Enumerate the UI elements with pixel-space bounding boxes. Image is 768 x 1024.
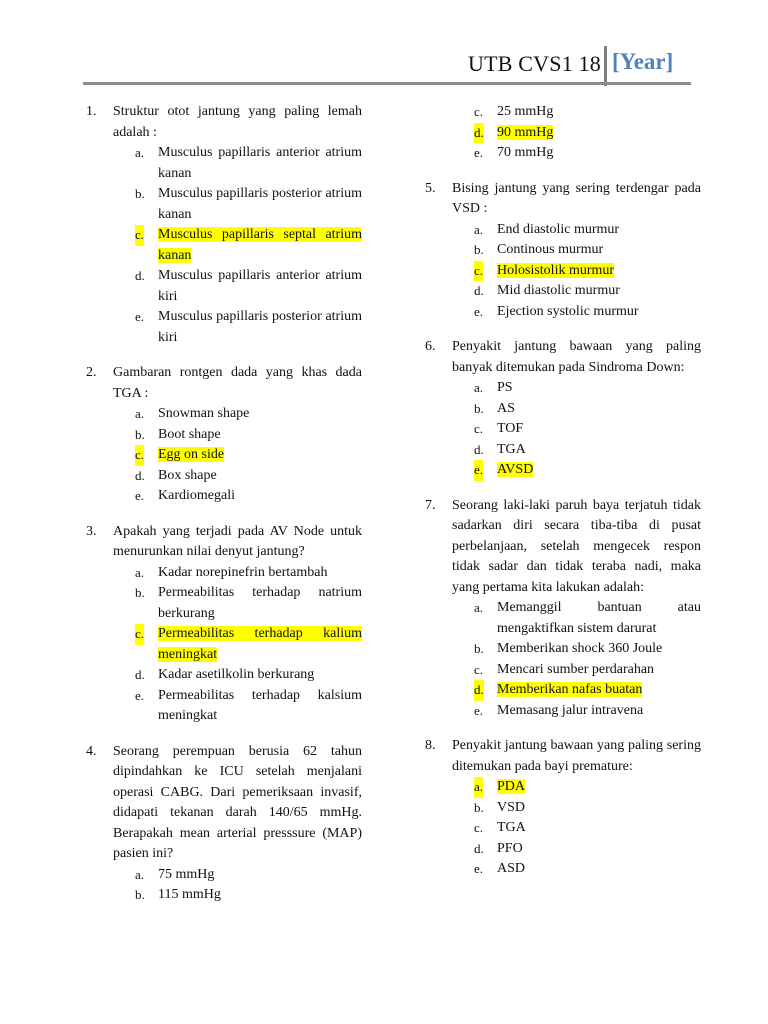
highlighted-answer: Musculus papillaris septal atrium kanan bbox=[158, 227, 362, 263]
answer-option bbox=[474, 701, 701, 722]
option-letter: a. bbox=[474, 777, 483, 798]
question-item bbox=[425, 179, 701, 323]
answer-option bbox=[135, 225, 362, 266]
answer-option bbox=[474, 220, 701, 241]
question-item bbox=[86, 102, 362, 348]
option-letter: b. bbox=[135, 186, 145, 201]
option-letter: a. bbox=[474, 221, 484, 237]
question-item bbox=[425, 337, 701, 481]
answer-options bbox=[113, 865, 362, 906]
option-letter: e. bbox=[474, 145, 484, 160]
option-letter: c. bbox=[474, 661, 484, 677]
option-letter: e. bbox=[474, 702, 484, 718]
answer-options bbox=[452, 378, 701, 481]
answer-option bbox=[135, 425, 362, 446]
option-text: VSD bbox=[497, 799, 526, 815]
option-letter: e. bbox=[135, 309, 145, 324]
option-letter: c. bbox=[474, 261, 483, 282]
right-column bbox=[425, 102, 701, 895]
option-text: PS bbox=[497, 380, 513, 395]
question-item bbox=[425, 736, 701, 880]
answer-option bbox=[474, 143, 701, 164]
option-text: AS bbox=[497, 400, 515, 416]
header-rule bbox=[83, 82, 691, 85]
answer-option bbox=[135, 143, 362, 184]
answer-option bbox=[474, 460, 701, 481]
question-text: Gambaran rontgen dada yang khas dada TGA : bbox=[113, 365, 362, 401]
option-text: Musculus papillaris anterior atrium kanan bbox=[158, 145, 362, 181]
option-text: PFO bbox=[497, 840, 523, 856]
answer-option bbox=[474, 798, 701, 819]
option-letter: b. bbox=[474, 641, 484, 656]
highlighted-answer: AVSD bbox=[497, 462, 534, 477]
answer-option bbox=[474, 378, 701, 399]
option-letter: b. bbox=[474, 799, 484, 815]
question-number: 4. bbox=[86, 743, 97, 759]
right-questions bbox=[425, 179, 701, 880]
option-text: Memberikan shock 360 Joule bbox=[497, 641, 663, 656]
option-letter: a. bbox=[135, 564, 145, 580]
highlighted-answer: PDA bbox=[497, 779, 526, 794]
answer-options bbox=[113, 563, 362, 727]
answer-option bbox=[474, 680, 701, 701]
option-text: Musculus papillaris anterior atrium kiri bbox=[158, 268, 362, 304]
answer-options bbox=[113, 143, 362, 348]
answer-option bbox=[474, 123, 701, 144]
answer-options bbox=[452, 220, 701, 323]
option-text: Mid diastolic murmur bbox=[497, 283, 620, 298]
option-text: Box shape bbox=[158, 467, 217, 483]
answer-options bbox=[113, 404, 362, 507]
question-text: Apakah yang terjadi pada AV Node untuk menurunkan nilai denyut jantung? bbox=[113, 523, 362, 559]
question-item bbox=[86, 742, 362, 906]
answer-option bbox=[474, 240, 701, 261]
question-item bbox=[86, 522, 362, 727]
answer-option bbox=[474, 859, 701, 880]
highlighted-answer: Holosistolik murmur bbox=[497, 262, 615, 278]
document-title: UTB CVS1 18 bbox=[468, 51, 601, 76]
option-text: Mencari sumber perdarahan bbox=[497, 661, 655, 677]
left-column bbox=[86, 102, 362, 921]
answer-option bbox=[474, 261, 701, 282]
question-text: Penyakit jantung bawaan yang paling sering ditemukan pada bayi premature: bbox=[452, 738, 701, 774]
option-letter: e. bbox=[474, 861, 484, 876]
question-text: Bising jantung yang sering terdengar pada VSD : bbox=[452, 180, 701, 216]
option-letter: e. bbox=[135, 488, 145, 503]
page-header bbox=[0, 0, 768, 86]
option-letter: c. bbox=[474, 104, 484, 119]
answer-option bbox=[474, 302, 701, 323]
answer-option bbox=[135, 466, 362, 487]
question-number: 7. bbox=[425, 497, 436, 513]
answer-options bbox=[452, 777, 701, 880]
answer-option bbox=[135, 624, 362, 665]
answer-option bbox=[474, 818, 701, 839]
highlighted-answer: Memberikan nafas buatan bbox=[497, 682, 643, 697]
answer-option bbox=[474, 839, 701, 860]
option-letter: e. bbox=[474, 460, 483, 481]
answer-option bbox=[135, 404, 362, 425]
option-text: Memanggil bantuan atau mengaktifkan sistem darurat bbox=[497, 600, 701, 636]
option-letter: d. bbox=[474, 680, 484, 701]
answer-option bbox=[135, 563, 362, 584]
answer-option bbox=[474, 598, 701, 639]
option-letter: d. bbox=[474, 840, 484, 856]
answer-option bbox=[135, 686, 362, 727]
header-divider bbox=[604, 46, 607, 86]
option-letter: d. bbox=[135, 268, 145, 283]
question-number: 8. bbox=[425, 738, 436, 753]
option-text: 25 mmHg bbox=[497, 104, 554, 119]
option-letter: e. bbox=[135, 687, 145, 703]
question-text: Struktur otot jantung yang paling lemah adalah : bbox=[113, 104, 362, 140]
answer-option bbox=[135, 184, 362, 225]
question-text: Seorang laki-laki paruh baya terjatuh tidak sadarkan diri secara tiba-tiba di pusat perbelanjaan, setelah mengecek respon tidak sadar dan tidak teraba nadi, maka yang pertama kita lakukan adalah: bbox=[452, 497, 701, 595]
question-item bbox=[86, 363, 362, 507]
option-text: Musculus papillaris posterior atrium kanan bbox=[158, 186, 362, 222]
option-text: End diastolic murmur bbox=[497, 221, 620, 237]
question-4-continuation bbox=[425, 102, 701, 164]
option-text: TGA bbox=[497, 441, 526, 457]
option-text: Kadar norepinefrin bertambah bbox=[158, 564, 328, 580]
option-letter: c. bbox=[135, 225, 144, 246]
question-text: Seorang perempuan berusia 62 tahun dipindahkan ke ICU setelah menjalani operasi CABG. Dari pemeriksaan invasif, didapati tekanan darah 140/65 mmHg. Berapakah mean arterial presssure (MAP) pasien ini? bbox=[113, 743, 362, 861]
answer-option bbox=[474, 440, 701, 461]
option-letter: c. bbox=[135, 624, 144, 645]
option-text: Kadar asetilkolin berkurang bbox=[158, 667, 315, 682]
option-text: Musculus papillaris posterior atrium kiri bbox=[158, 309, 362, 345]
option-text: TGA bbox=[497, 820, 526, 835]
option-text: Permeabilitas terhadap kalsium meningkat bbox=[158, 687, 362, 723]
year-placeholder: [Year] bbox=[612, 49, 674, 74]
answer-option bbox=[474, 419, 701, 440]
highlighted-answer: 90 mmHg bbox=[497, 124, 554, 140]
answer-option bbox=[135, 445, 362, 466]
option-text: Boot shape bbox=[158, 426, 221, 442]
option-letter: c. bbox=[474, 421, 484, 436]
option-text: Kardiomegali bbox=[158, 488, 235, 503]
answer-option bbox=[474, 281, 701, 302]
option-letter: a. bbox=[135, 866, 145, 882]
option-text: Memasang jalur intravena bbox=[497, 702, 644, 718]
answer-option bbox=[135, 865, 362, 886]
option-text: Continous murmur bbox=[497, 242, 604, 257]
answer-option bbox=[474, 639, 701, 660]
option-text: Permeabilitas terhadap natrium berkurang bbox=[158, 585, 362, 621]
option-letter: d. bbox=[474, 123, 484, 144]
option-letter: b. bbox=[135, 426, 145, 442]
answer-options bbox=[452, 598, 701, 721]
highlighted-answer: Permeabilitas terhadap kalium meningkat bbox=[158, 626, 362, 662]
answer-option bbox=[135, 885, 362, 906]
option-letter: b. bbox=[474, 242, 484, 257]
highlighted-answer: Egg on side bbox=[158, 447, 225, 462]
option-text: 115 mmHg bbox=[158, 887, 221, 902]
answer-option bbox=[135, 665, 362, 686]
option-letter: d. bbox=[135, 667, 145, 682]
option-letter: c. bbox=[135, 445, 144, 466]
option-letter: d. bbox=[474, 283, 484, 298]
option-letter: b. bbox=[135, 887, 145, 902]
question-text: Penyakit jantung bawaan yang paling banyak ditemukan pada Sindroma Down: bbox=[452, 339, 701, 375]
option-text: 75 mmHg bbox=[158, 866, 215, 882]
option-text: Ejection systolic murmur bbox=[497, 303, 639, 319]
option-text: ASD bbox=[497, 861, 526, 876]
option-letter: a. bbox=[135, 406, 145, 421]
option-letter: a. bbox=[474, 600, 484, 615]
answer-option bbox=[135, 583, 362, 624]
answer-option bbox=[474, 102, 701, 123]
option-letter: a. bbox=[135, 145, 145, 160]
option-letter: b. bbox=[474, 400, 484, 416]
question-number: 1. bbox=[86, 104, 97, 119]
option-letter: a. bbox=[474, 380, 484, 395]
option-letter: c. bbox=[474, 820, 484, 835]
question-number: 2. bbox=[86, 365, 97, 380]
answer-option bbox=[135, 266, 362, 307]
answer-option bbox=[135, 486, 362, 507]
option-letter: e. bbox=[474, 303, 484, 319]
answer-option bbox=[135, 307, 362, 348]
option-text: TOF bbox=[497, 421, 524, 436]
option-letter: d. bbox=[474, 441, 484, 457]
option-letter: b. bbox=[135, 585, 145, 600]
question-number: 6. bbox=[425, 339, 436, 354]
question-item bbox=[425, 496, 701, 722]
answer-option bbox=[474, 660, 701, 681]
question-number: 3. bbox=[86, 523, 97, 539]
answer-option bbox=[474, 399, 701, 420]
question-number: 5. bbox=[425, 180, 436, 196]
option-text: Snowman shape bbox=[158, 406, 250, 421]
option-letter: d. bbox=[135, 467, 145, 483]
answer-option bbox=[474, 777, 701, 798]
option-text: 70 mmHg bbox=[497, 145, 554, 160]
